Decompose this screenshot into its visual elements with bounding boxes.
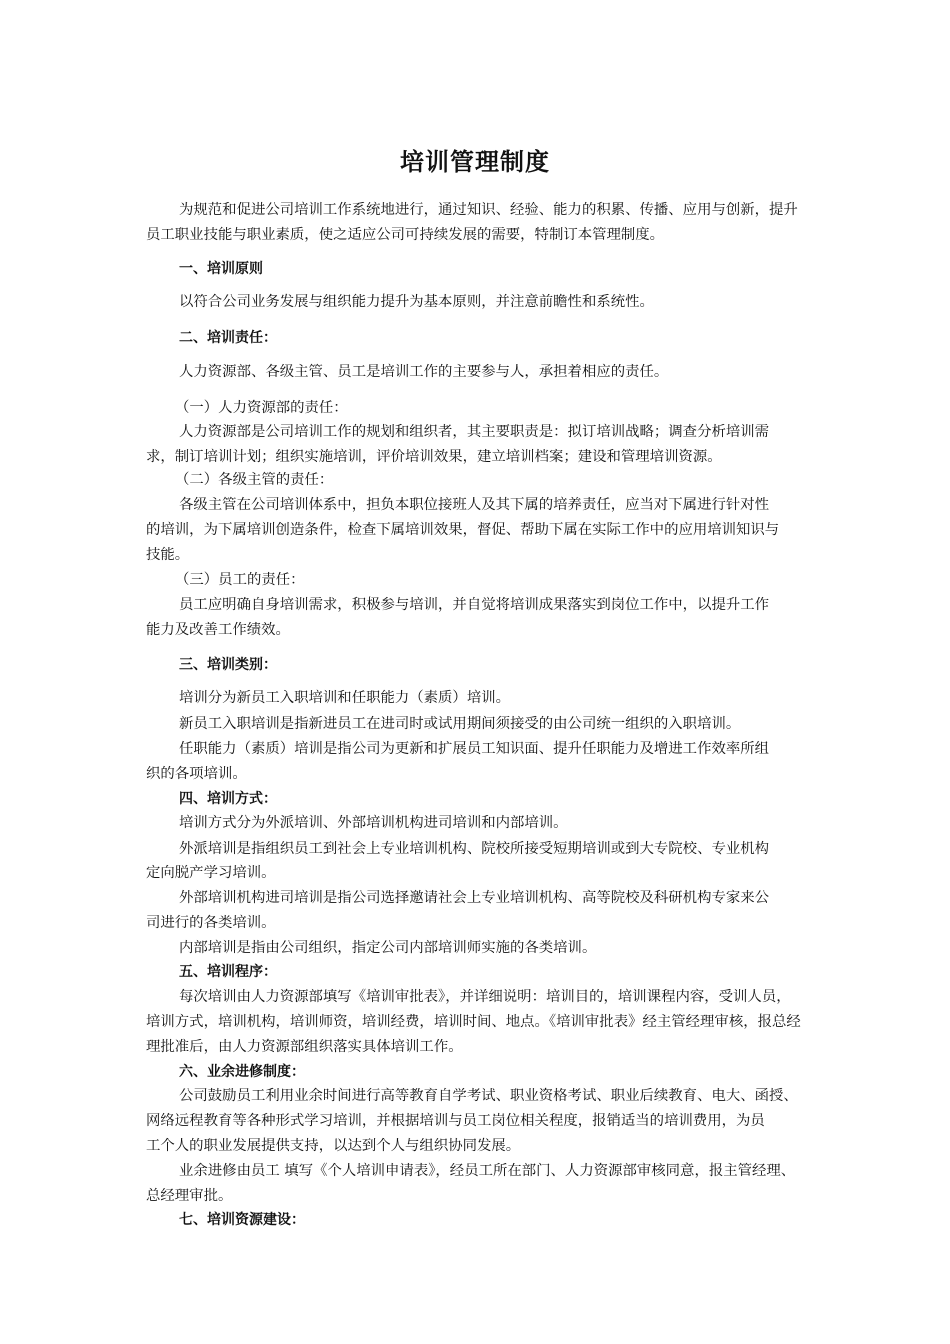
paragraph-line: 内部培训是指由公司组织，指定公司内部培训师实施的各类培训。: [179, 940, 597, 956]
subsection-heading: （二）各级主管的责任：: [175, 472, 334, 488]
section-heading: 三、培训类别：: [179, 657, 277, 673]
paragraph-line: 能力及改善工作绩效。: [146, 622, 290, 638]
paragraph-line: 以符合公司业务发展与组织能力提升为基本原则，并注意前瞻性和系统性。: [179, 294, 654, 310]
paragraph-line: 求，制订培训计划；组织实施培训，评价培训效果，建立培训档案；建设和管理培训资源。: [146, 449, 722, 465]
paragraph-line: 公司鼓励员工利用业余时间进行高等教育自学考试、职业资格考试、职业后续教育、电大、函授、: [179, 1088, 798, 1104]
subsection-heading: （三）员工的责任：: [175, 572, 305, 588]
paragraph-line: 网络远程教育等各种形式学习培训，并根据培训与员工岗位相关程度，报销适当的培训费用，为员: [146, 1113, 765, 1129]
paragraph-line: 各级主管在公司培训体系中，担负本职位接班人及其下属的培养责任，应当对下属进行针对性: [179, 497, 770, 513]
paragraph-line: 总经理审批。: [146, 1188, 233, 1204]
paragraph-line: 外部培训机构进司培训是指公司选择邀请社会上专业培训机构、高等院校及科研机构专家来公: [179, 890, 770, 906]
paragraph-line: 工个人的职业发展提供支持，以达到个人与组织协同发展。: [146, 1138, 521, 1154]
paragraph-line: 司进行的各类培训。: [146, 915, 276, 931]
paragraph-line: 定向脱产学习培训。: [146, 865, 276, 881]
paragraph-line: 理批准后，由人力资源部组织落实具体培训工作。: [146, 1039, 463, 1055]
paragraph-line: 员工职业技能与职业素质，使之适应公司可持续发展的需要，特制订本管理制度。: [146, 227, 665, 243]
section-heading: 二、培训责任：: [179, 330, 277, 346]
section-heading: 七、培训资源建设：: [179, 1212, 305, 1228]
section-heading: 一、培训原则: [179, 261, 263, 277]
paragraph-line: 技能。: [146, 547, 190, 563]
paragraph-line: 人力资源部、各级主管、员工是培训工作的主要参与人，承担着相应的责任。: [179, 364, 669, 380]
paragraph-line: 织的各项培训。: [146, 766, 247, 782]
paragraph-line: 的培训，为下属培训创造条件，检查下属培训效果，督促、帮助下属在实际工作中的应用培训知识与: [146, 522, 780, 538]
paragraph-line: 新员工入职培训是指新进员工在进司时或试用期间须接受的由公司统一组织的入职培训。: [179, 716, 741, 732]
paragraph-line: 任职能力（素质）培训是指公司为更新和扩展员工知识面、提升任职能力及增进工作效率所组: [179, 741, 770, 757]
section-heading: 五、培训程序：: [179, 964, 277, 980]
paragraph-line: 每次培训由人力资源部填写《培训审批表》，并详细说明：培训目的，培训课程内容，受训人员，: [179, 989, 791, 1005]
paragraph-line: 外派培训是指组织员工到社会上专业培训机构、院校所接受短期培训或到大专院校、专业机构: [179, 841, 770, 857]
paragraph-line: 人力资源部是公司培训工作的规划和组织者，其主要职责是：拟订培训战略；调查分析培训需: [179, 424, 770, 440]
subsection-heading: （一）人力资源部的责任：: [175, 400, 348, 416]
document-title: 培训管理制度: [400, 148, 550, 176]
paragraph-line: 员工应明确自身培训需求，积极参与培训，并自觉将培训成果落实到岗位工作中，以提升工作: [179, 597, 770, 613]
paragraph-line: 为规范和促进公司培训工作系统地进行，通过知识、经验、能力的积累、传播、应用与创新，提升: [179, 202, 798, 218]
paragraph-line: 培训方式分为外派培训、外部培训机构进司培训和内部培训。: [179, 815, 568, 831]
section-heading: 六、业余进修制度：: [179, 1064, 305, 1080]
paragraph-line: 培训方式，培训机构，培训师资，培训经费，培训时间、地点。《培训审批表》经主管经理审核，报总经: [146, 1014, 801, 1030]
paragraph-line: 业余进修由员工 填写《个人培训申请表》，经员工所在部门、人力资源部审核同意，报主管经理、: [179, 1163, 796, 1179]
paragraph-line: 培训分为新员工入职培训和任职能力（素质）培训。: [179, 690, 510, 706]
section-heading: 四、培训方式：: [179, 791, 277, 807]
